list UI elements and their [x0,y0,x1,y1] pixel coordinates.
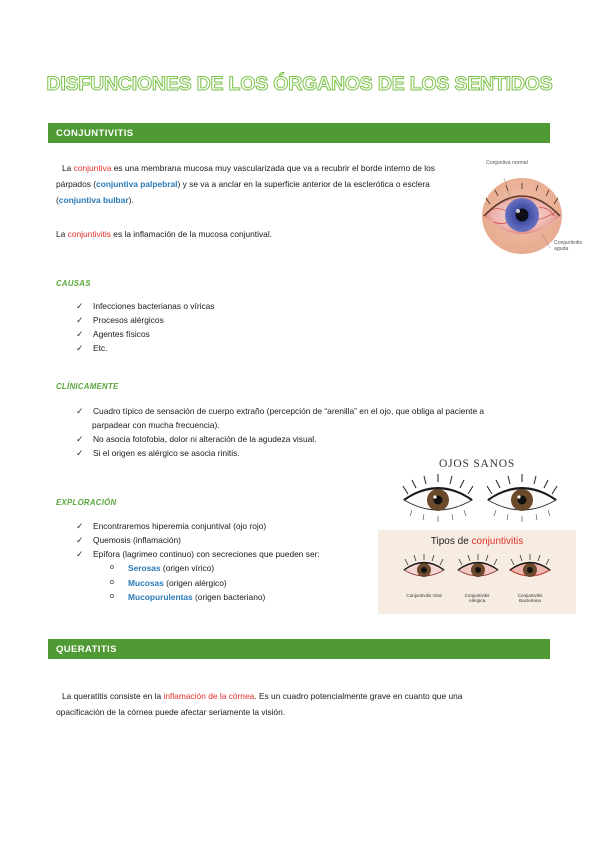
term-conjuntiva-palpebral: conjuntiva palpebral [96,179,178,189]
secreciones-list [110,561,360,605]
causas-list [76,299,376,355]
intro-text: párpados ( [56,179,97,189]
allergic-eye [458,554,498,577]
list-item: ✓ Agentes físicos [76,329,150,339]
caption-alergica: Conjuntivitis Alérgica [464,593,490,603]
def-text: es la inflamación de la mucosa conjuntival. [110,229,273,239]
check-icon: ✓ [76,434,84,444]
queratitis-paragraph [56,688,536,720]
term-inflamacion-cornea: inflamación de la córnea [163,691,255,701]
check-icon: ✓ [76,521,84,531]
healthy-eyes-image [400,472,560,526]
term-conjuntivitis: conjuntivitis [67,229,111,239]
check-icon: ✓ [76,329,84,339]
subheading-causas: CAUSAS [56,279,91,288]
list-item: ✓ Si el origen es alérgico se asocia rinitis. [76,448,240,458]
circle-bullet-icon: o [110,578,114,586]
check-icon: ✓ [76,448,84,458]
term-conjuntiva: conjuntiva [73,163,112,173]
caption-bacteriana: Conjuntivitis Bacteriana [517,593,543,603]
check-icon: ✓ [76,549,84,559]
healthy-eye-left [403,474,473,522]
intro-text: ). [128,195,134,205]
term-conjuntiva-bulbar: conjuntiva bulbar [58,195,129,205]
exploracion-list [76,519,376,561]
list-item: ✓ Infecciones bacterianas o víricas [76,301,215,311]
list-item: ✓ Epífora (lagrimeo continuo) con secreciones que pueden ser: [76,549,320,559]
intro-text: La [62,163,74,173]
list-item: ✓ Quemosis (inflamación) [76,535,181,545]
list-item: ✓ No asocia fotofobia, dolor ni alteración de la agudeza visual. [76,434,317,444]
intro-text: ) y se va a anclar en la superficie anterior de la esclerótica o esclera [177,179,430,189]
check-icon: ✓ [76,406,84,416]
clinicamente-list [76,404,556,460]
check-icon: ✓ [76,535,84,545]
viral-eye [404,554,444,577]
healthy-eye-right [487,474,557,522]
section-header-conjuntivitis: CONJUNTIVITIS [48,123,550,143]
red-eye-image [480,160,564,260]
circle-bullet-icon: o [110,564,114,571]
list-item: ✓ Etc. [76,343,108,353]
subheading-clinicamente: CLÍNICAMENTE [56,382,119,391]
list-item: o Mucosas (origen alérgico) [110,576,360,591]
check-icon: ✓ [76,315,84,325]
page-title: DISFUNCIONES DE LOS ÓRGANOS DE LOS SENTIDOS [46,73,553,95]
def-text: La [56,229,68,239]
queratitis-text: La queratitis consiste en la [62,691,164,701]
list-item: ✓ Cuadro típico de sensación de cuerpo extraño (percepción de “arenilla” en el ojo, que obliga al paciente a parpadear con mucha frecuencia). [76,406,485,430]
intro-paragraph [56,160,476,208]
check-icon: ✓ [76,301,84,311]
caption-viral: Conjuntivitis Viral [406,593,442,598]
label-conjuntiva-normal: Conjuntiva normal [486,160,528,166]
queratitis-text: opacificación de la córnea puede afectar seriamente la visión. [56,707,286,717]
bacterial-eye [510,554,550,577]
list-item: ✓ Encontraremos hiperemia conjuntival (ojo rojo) [76,521,267,531]
figure-title-tipos: Tipos de conjuntivitis [430,536,524,547]
intro-text: ( [56,195,59,205]
check-icon: ✓ [76,343,84,353]
intro-text: es una membrana mucosa muy vascularizada que va a recubrir el borde interno de los [111,163,435,173]
figure-title-ojos-sanos: OJOS SANOS [438,458,516,470]
subheading-exploracion: EXPLORACIÓN [56,498,117,507]
circle-bullet-icon: o [110,593,114,600]
section-header-queratitis: QUERATITIS [48,639,550,659]
queratitis-text: . Es un cuadro potencialmente grave en cuanto que una [254,691,463,701]
conjunctivitis-types-image [402,552,552,586]
list-item: ✓ Procesos alérgicos [76,315,164,325]
list-item: o Serosas (origen vírico) [110,561,360,576]
label-conjuntivitis-aguda: Conjuntivitis aguda [554,240,582,252]
definition-paragraph [56,226,476,242]
list-item: o Mucopurulentas (origen bacteriano) [110,590,360,605]
